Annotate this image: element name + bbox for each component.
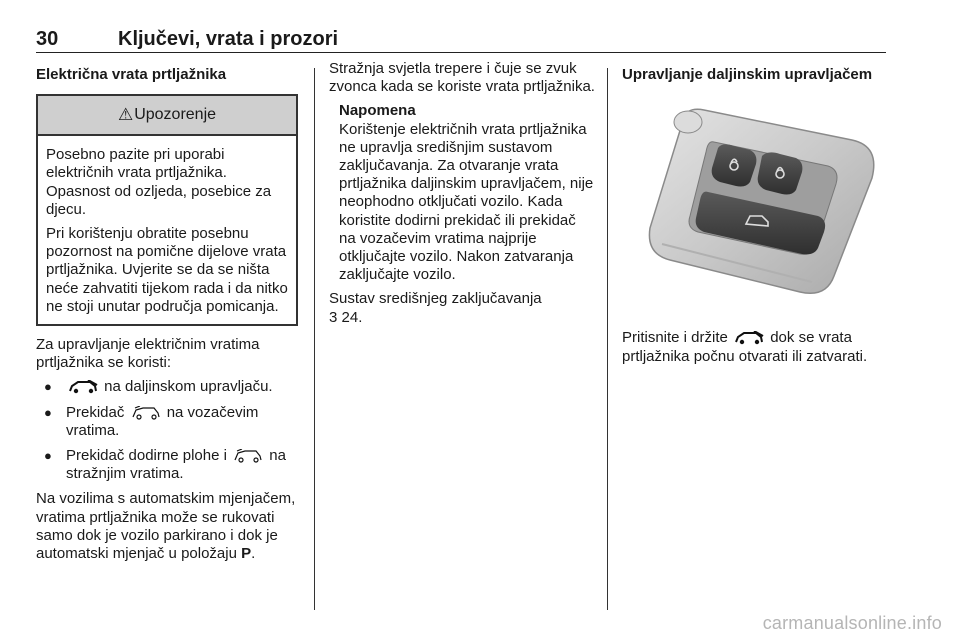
- column-divider: [607, 68, 608, 610]
- warning-body: [38, 136, 296, 324]
- paragraph: Stražnja svjetla trepere i čuje se zvuk zvonca kada se koriste vrata prtljažnika.: [329, 60, 595, 96]
- page-header: [36, 28, 886, 54]
- tailgate-car-icon: [734, 331, 764, 345]
- watermark: carmanualsonline.info: [762, 613, 942, 633]
- reference-arrow-icon: 3: [329, 308, 338, 326]
- column-1: [36, 60, 298, 569]
- chapter-title: Ključevi, vrata i prozori: [118, 28, 339, 50]
- section-title: Električna vrata prtljažnika: [36, 66, 227, 83]
- tailgate-outline-icon: [131, 406, 161, 420]
- caption: Pritisnite i držite dok se vrata prtljažnika počnu otvarati ili zatvarati.: [622, 329, 868, 365]
- bullet-icon: ●: [44, 379, 52, 395]
- warning-header: [38, 96, 296, 136]
- tailgate-car-icon: [68, 380, 98, 394]
- note-block: [339, 102, 595, 284]
- column-2: [329, 60, 595, 333]
- list-item: ● na daljinskom upravljaču.: [44, 378, 273, 396]
- intro-text: Za upravljanje električnim vratima prtljažnika se koristi:: [36, 336, 260, 372]
- warning-paragraph: Posebno pazite pri uporabi električnih vrata prtljažnika. Opasnost od ozljeda, posebice za djecu.: [46, 146, 272, 218]
- warning-box: [36, 94, 298, 326]
- cross-reference: Sustav središnjeg zaključavanja 3 24.: [329, 290, 542, 326]
- remote-key-illustration: [622, 96, 888, 310]
- list-item: ● Prekidač na vozačevim vratima.: [44, 403, 259, 439]
- bullet-icon: ●: [44, 448, 52, 464]
- note-body: Korištenje električnih vrata prtljažnika ne upravlja središnjim sustavom zaključavanja. Za otvaranje vrata prtljažnika daljinskim upravljačem, nije neophodno otključati vozilo. Kada koristite dodirni prekidač ili prekidač na vozačevim vratima najprije otključajte vozilo. Nakon zatvaranja zaključajte vozilo.: [339, 120, 594, 284]
- gear-p: P: [241, 545, 252, 563]
- page-number: 30: [36, 28, 59, 50]
- list-item: ● Prekidač dodirne plohe i na stražnjim vratima.: [44, 447, 286, 483]
- control-list: [36, 378, 298, 483]
- automatic-transmission-text: Na vozilima s automatskim mjenjačem, vratima prtljažnika može se rukovati samo dok je vozilo parkirano i dok je automatski mjenjač u položaju P.: [36, 490, 296, 563]
- warning-heading: Upozorenje: [134, 106, 217, 124]
- tailgate-outline-icon: [233, 449, 263, 463]
- section-title: Upravljanje daljinskim upravljačem: [622, 66, 873, 83]
- warning-triangle-icon: ⚠: [117, 105, 134, 125]
- note-title: Napomena: [339, 102, 416, 120]
- warning-paragraph: Pri korištenju obratite posebnu pozornost na pomične dijelove vrata prtljažnika. Uvjerite se da se ništa neće zahvatiti tijekom rada i da nitko ne stoji unutar područja pomicanja.: [46, 225, 288, 315]
- column-divider: [314, 68, 315, 610]
- bullet-icon: ●: [44, 404, 52, 420]
- column-3: [622, 60, 892, 372]
- header-rule: [36, 52, 886, 53]
